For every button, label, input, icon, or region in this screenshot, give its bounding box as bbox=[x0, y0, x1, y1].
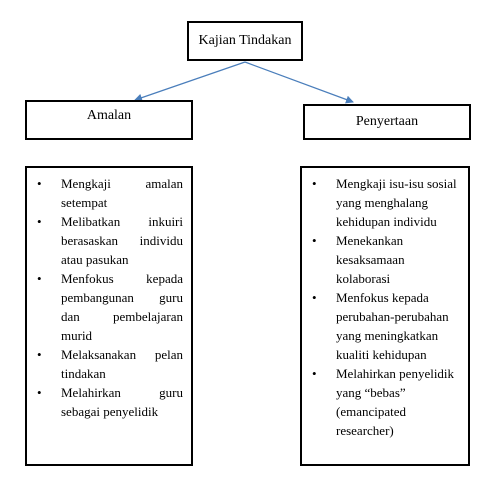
list-item: • Melaksanakan pelan tindakan bbox=[33, 345, 183, 383]
list-item: • Melibatkan inkuiri berasaskan individu atau pasukan bbox=[33, 212, 183, 269]
amalan-node-label: Amalan bbox=[86, 108, 132, 123]
amalan-list-box bbox=[25, 166, 193, 466]
list-item: • Melahirkan guru sebagai penyelidik bbox=[33, 383, 183, 421]
penyertaan-node-label: Penyertaan bbox=[355, 114, 419, 129]
list-item: • Menfokus kepada pembangunan guru dan pembelajaran murid bbox=[33, 269, 183, 345]
list-item: • Menekankan kesaksamaan kolaborasi bbox=[308, 231, 460, 288]
list-item: • Mengkaji isu-isu sosial yang menghalang kehidupan individu bbox=[308, 174, 460, 231]
amalan-node bbox=[25, 100, 193, 140]
root-node-label: Kajian Tindakan bbox=[198, 33, 292, 48]
list-item: • Mengkaji amalan setempat bbox=[33, 174, 183, 212]
amalan-list bbox=[33, 174, 183, 421]
penyertaan-node bbox=[303, 104, 471, 140]
list-item: • Menfokus kepada perubahan-perubahan yang meningkatkan kualiti kehidupan bbox=[308, 288, 460, 364]
root-node bbox=[187, 21, 303, 61]
connector-to-penyertaan bbox=[245, 62, 353, 102]
penyertaan-list bbox=[308, 174, 460, 440]
penyertaan-list-box bbox=[300, 166, 470, 466]
connector-to-amalan bbox=[135, 62, 245, 100]
list-item: • Melahirkan penyelidik yang “bebas” (emancipated researcher) bbox=[308, 364, 460, 440]
